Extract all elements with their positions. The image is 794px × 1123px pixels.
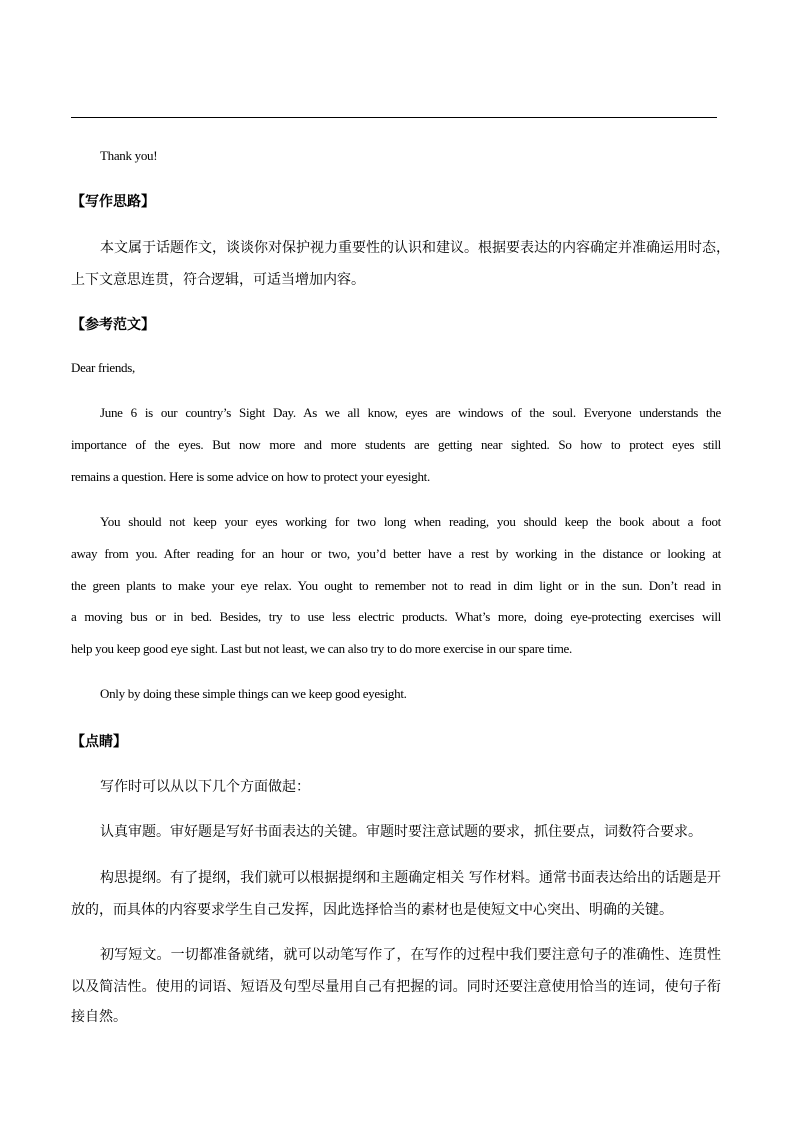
sample-paragraph-line: away from you. After reading for an hour or two, you’d better have a rest by working in the distance or looking at	[71, 546, 721, 561]
tips-paragraph-line: 以及简洁性。使用的词语、短语及句型尽量用自己有把握的词。同时还要注意使用恰当的连词，使句子衔	[71, 979, 721, 995]
approach-line: 上下文意思连贯，符合逻辑，可适当增加内容。	[71, 272, 365, 288]
sample-paragraph-line: help you keep good eye sight. Last but not least, we can also try to do more exercise in our spare time.	[71, 641, 572, 656]
sample-heading: 【参考范文】	[71, 317, 155, 333]
tips-paragraph-line: 认真审题。审好题是写好书面表达的关键。审题时要注意试题的要求，抓住要点，词数符合要求。	[100, 824, 702, 840]
approach-heading: 【写作思路】	[71, 194, 155, 210]
sample-paragraph-line: June 6 is our country’s Sight Day. As we all know, eyes are windows of the soul. Everyone understands the	[100, 405, 721, 420]
sample-paragraph-line: importance of the eyes. But now more and more students are getting near sighted. So how to protect eyes still	[71, 437, 721, 452]
approach-line: 本文属于话题作文，谈谈你对保护视力重要性的认识和建议。根据要表达的内容确定并准确运用时态，	[100, 240, 730, 256]
tips-paragraph-line: 初写短文。一切都准备就绪，就可以动笔写作了，在写作的过程中我们要注意句子的准确性、连贯性	[100, 947, 721, 963]
header-rule	[71, 117, 717, 118]
sample-paragraph-line: remains a question. Here is some advice on how to protect your eyesight.	[71, 469, 430, 484]
tips-paragraph-line: 构思提纲。有了提纲，我们就可以根据提纲和主题确定相关 写作材料。通常书面表达给出的话题是开	[100, 870, 721, 886]
sample-greeting: Dear friends,	[71, 360, 135, 375]
sample-paragraph-line: a moving bus or in bed. Besides, try to use less electric products. What’s more, doing eye-protecting exercises will	[71, 609, 721, 624]
sample-paragraph-line: Only by doing these simple things can we keep good eyesight.	[100, 686, 407, 701]
sample-paragraph-line: the green plants to make your eye relax. You ought to remember not to read in dim light or in the sun. Don’t read in	[71, 578, 721, 593]
tips-heading: 【点睛】	[71, 734, 127, 750]
sample-paragraph-line: You should not keep your eyes working for two long when reading, you should keep the book about a foot	[100, 514, 721, 529]
tips-intro: 写作时可以从以下几个方面做起：	[100, 779, 310, 795]
tips-paragraph-line: 接自然。	[71, 1009, 127, 1025]
tips-paragraph-line: 放的，而具体的内容要求学生自己发挥，因此选择恰当的素材也是使短文中心突出、明确的关键。	[71, 902, 673, 918]
closing-line: Thank you!	[100, 148, 158, 163]
